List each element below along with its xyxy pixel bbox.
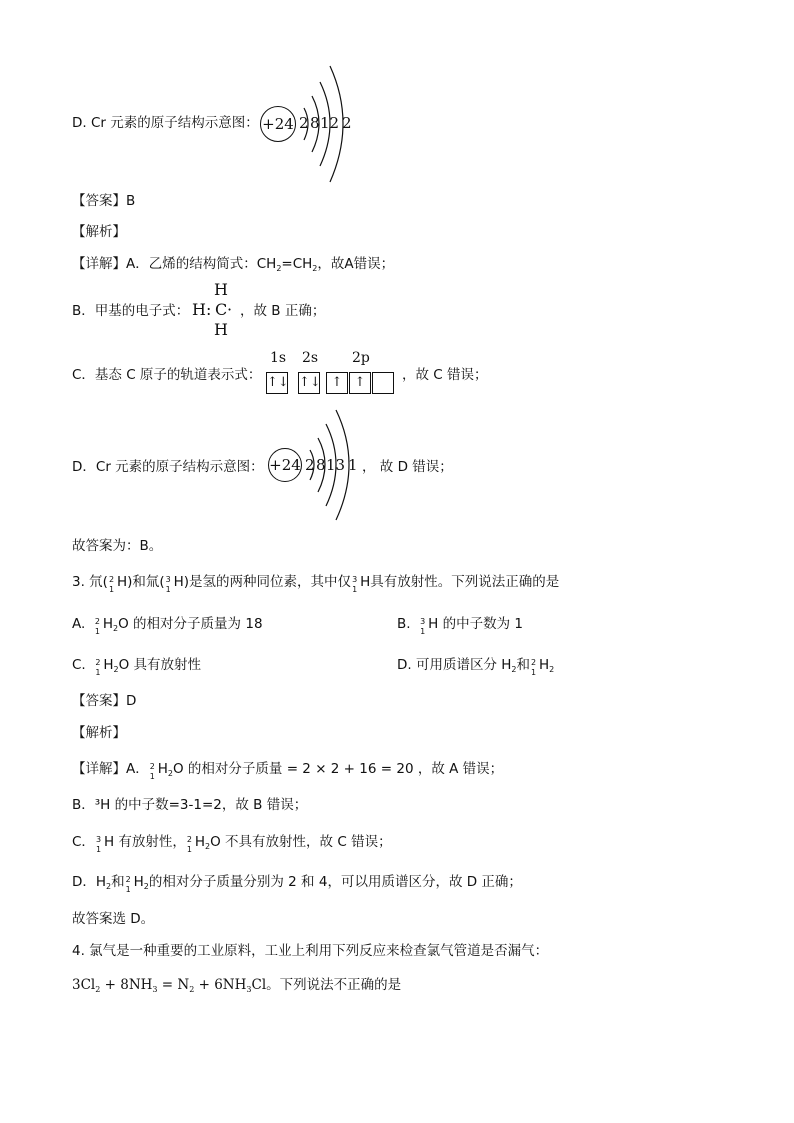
orbital-box-2p-2: ↑ bbox=[349, 372, 371, 394]
eq-part: = N bbox=[157, 977, 190, 993]
detail-label: 【详解】 bbox=[72, 256, 126, 272]
sub: 2 bbox=[143, 882, 149, 891]
q2-detail-d bbox=[72, 458, 264, 476]
q2-detail-c-suffix: ，故 C 错误； bbox=[402, 367, 488, 383]
detail-c-d: O 不具有放射性，故 C 错误； bbox=[210, 834, 392, 850]
eq-part: + 6NH bbox=[194, 977, 247, 993]
sub: 2 bbox=[511, 665, 517, 674]
q3-option-a bbox=[72, 615, 263, 635]
option-label: B. bbox=[397, 616, 411, 632]
q3-answer bbox=[72, 692, 136, 710]
detail-d-a: D．H bbox=[72, 874, 107, 890]
q3-analysis-label: 【解析】 bbox=[72, 725, 126, 741]
orbital-box-2p-1: ↑ bbox=[326, 372, 348, 394]
q3-option-c bbox=[72, 656, 201, 676]
isotope-2-1: 2 1 bbox=[125, 875, 131, 894]
q3-detail-b: B．³H 的中子数=3-1=2，故 B 错误； bbox=[72, 797, 308, 813]
q3-stem bbox=[72, 573, 560, 594]
isotope-3-1: 3 1 bbox=[420, 617, 426, 636]
shell-3-count: 12 bbox=[320, 114, 340, 132]
orbital-box-1s: ↑↓ bbox=[266, 372, 288, 394]
nucleus: +24 bbox=[268, 448, 302, 482]
isotope-3-1: 3 1 bbox=[95, 835, 102, 854]
orbital-box-2s: ↑↓ bbox=[298, 372, 320, 394]
lewis-c: C bbox=[215, 300, 228, 319]
q3-opt-b-text: H 的中子数为 1 bbox=[428, 616, 523, 632]
q2-answer bbox=[72, 192, 135, 210]
q3-stem-d: H具有放射性。下列说法正确的是 bbox=[360, 574, 560, 590]
isotope-2-1: 2 1 bbox=[531, 658, 537, 677]
sub: 2 bbox=[312, 264, 318, 273]
lewis-h-left: H bbox=[192, 300, 206, 319]
q3-opt-d-and: 和 bbox=[516, 657, 531, 673]
detail-d-text: 的相对分子质量分别为 2 和 4，可以用质谱区分，故 D 正确； bbox=[148, 874, 522, 890]
q3-option-b bbox=[397, 615, 523, 636]
q3-detail-a bbox=[72, 760, 503, 780]
q2-detail-b-suffix: ，故 B 正确； bbox=[240, 303, 326, 319]
shell-2-count: 8 bbox=[310, 114, 320, 132]
isotope-2-1: 2 1 bbox=[94, 617, 100, 636]
sub: 2 bbox=[189, 985, 195, 994]
detail-a-h: H bbox=[157, 761, 168, 777]
detail-label: 【详解】 bbox=[72, 761, 126, 777]
sub: 2 bbox=[167, 769, 173, 778]
cr-atom-diagram-1 bbox=[258, 62, 358, 186]
detail-b-prefix: B．甲基的电子式： bbox=[72, 303, 190, 319]
q2-option-d-text: D. Cr 元素的原子结构示意图： bbox=[72, 115, 259, 131]
isotope-2-1: 2 1 bbox=[186, 835, 192, 854]
orbital-diagram bbox=[264, 348, 404, 398]
q3-opt-a-text: O 的相对分子质量为 18 bbox=[118, 616, 263, 632]
q2-analysis-label: 【解析】 bbox=[72, 224, 126, 240]
orbital-box-2p-3 bbox=[372, 372, 394, 394]
detail-c-b: H 有放射性， bbox=[103, 834, 186, 850]
detail-d-h: H bbox=[133, 874, 144, 890]
sub: 3 bbox=[152, 985, 158, 994]
sub: 2 bbox=[549, 665, 555, 674]
option-label: C. bbox=[72, 657, 86, 673]
shell-2-count: 8 bbox=[316, 456, 326, 474]
shell-1-count: 2 bbox=[299, 114, 309, 132]
isotope-2-1: 2 1 bbox=[108, 575, 115, 594]
orbital-label-2p: 2p bbox=[352, 350, 370, 366]
q2-detail-b bbox=[72, 302, 189, 320]
eq-part: Cl bbox=[251, 977, 267, 993]
q3-conclusion: 故答案选 D。 bbox=[72, 911, 155, 927]
detail-a-text: A．乙烯的结构简式：CH bbox=[126, 256, 277, 272]
orbital-label-1s: 1s bbox=[270, 350, 287, 366]
orbital-label-2s: 2s bbox=[302, 350, 319, 366]
answer-label: 【答案】 bbox=[72, 193, 126, 209]
detail-d-and: 和 bbox=[111, 874, 125, 890]
isotope-2-1: 2 1 bbox=[149, 762, 155, 781]
option-label: A. bbox=[72, 616, 86, 632]
q3-opt-c-text: O 具有放射性 bbox=[118, 657, 201, 673]
detail-c-h: H bbox=[194, 834, 206, 850]
sub: 2 bbox=[205, 842, 211, 851]
q2-detail-a bbox=[72, 255, 394, 275]
q3-detail-c bbox=[72, 833, 392, 853]
q3-opt-d-text: D. 可用质谱区分 H bbox=[397, 657, 512, 673]
lewis-h-top: H bbox=[214, 280, 228, 299]
q4-stem: 4. 氯气是一种重要的工业原料，工业上利用下列反应来检查氯气管道是否漏气： bbox=[72, 943, 549, 959]
answer-value: D bbox=[126, 693, 137, 709]
isotope-3-1: 3 1 bbox=[165, 575, 171, 594]
q2-detail-d-suffix: ， 故 D 错误； bbox=[362, 459, 453, 475]
lewis-h-bottom: H bbox=[214, 320, 228, 339]
sub: 2 bbox=[113, 624, 119, 633]
methyl-electron-formula: H H : C · H bbox=[192, 280, 233, 339]
q2-conclusion: 故答案为：B。 bbox=[72, 538, 163, 554]
q3-stem-a: 3. 氘( bbox=[72, 574, 108, 590]
q3-option-d bbox=[397, 656, 554, 676]
sub: 2 bbox=[276, 264, 282, 273]
shell-4-count: 2 bbox=[342, 114, 352, 132]
detail-c-a: C． bbox=[72, 834, 95, 850]
detail-d-prefix: D．Cr 元素的原子结构示意图： bbox=[72, 459, 264, 475]
detail-a-mid: =CH bbox=[281, 256, 313, 272]
q4-equation bbox=[72, 976, 401, 996]
eq-tail: 。下列说法不正确的是 bbox=[266, 977, 402, 993]
sub: 3 bbox=[246, 985, 252, 994]
eq-part: + 8NH bbox=[100, 977, 153, 993]
isotope-2-1: 2 1 bbox=[95, 658, 101, 677]
q3-opt-c-h: H bbox=[103, 657, 114, 673]
answer-value: B bbox=[126, 193, 136, 209]
q2-detail-c bbox=[72, 366, 261, 384]
detail-a-text: O 的相对分子质量 = 2 × 2 + 16 = 20 ，故 A 错误； bbox=[173, 761, 504, 777]
q2-option-d bbox=[72, 114, 259, 132]
q3-detail-d bbox=[72, 873, 522, 893]
sub: 2 bbox=[106, 882, 112, 891]
q3-stem-b: H)和氚( bbox=[116, 574, 165, 590]
shell-4-count: 1 bbox=[348, 456, 358, 474]
shell-3-count: 13 bbox=[326, 456, 346, 474]
shell-1-count: 2 bbox=[305, 456, 315, 474]
answer-label: 【答案】 bbox=[72, 693, 126, 709]
sub: 2 bbox=[113, 665, 119, 674]
q3-opt-d-h: H bbox=[539, 657, 550, 673]
q3-stem-c: H)是氢的两种同位素，其中仅 bbox=[173, 574, 352, 590]
sub: 2 bbox=[95, 985, 101, 994]
nucleus: +24 bbox=[260, 106, 296, 142]
detail-c-prefix: C．基态 C 原子的轨道表示式： bbox=[72, 367, 262, 383]
cr-atom-diagram-2 bbox=[266, 408, 366, 524]
detail-a-end: ，故A错误； bbox=[317, 256, 395, 272]
isotope-3-1: 3 1 bbox=[352, 575, 358, 594]
eq-part: 3Cl bbox=[72, 977, 96, 993]
detail-a-a: A． bbox=[126, 761, 149, 777]
q3-opt-a-h: H bbox=[102, 616, 114, 632]
